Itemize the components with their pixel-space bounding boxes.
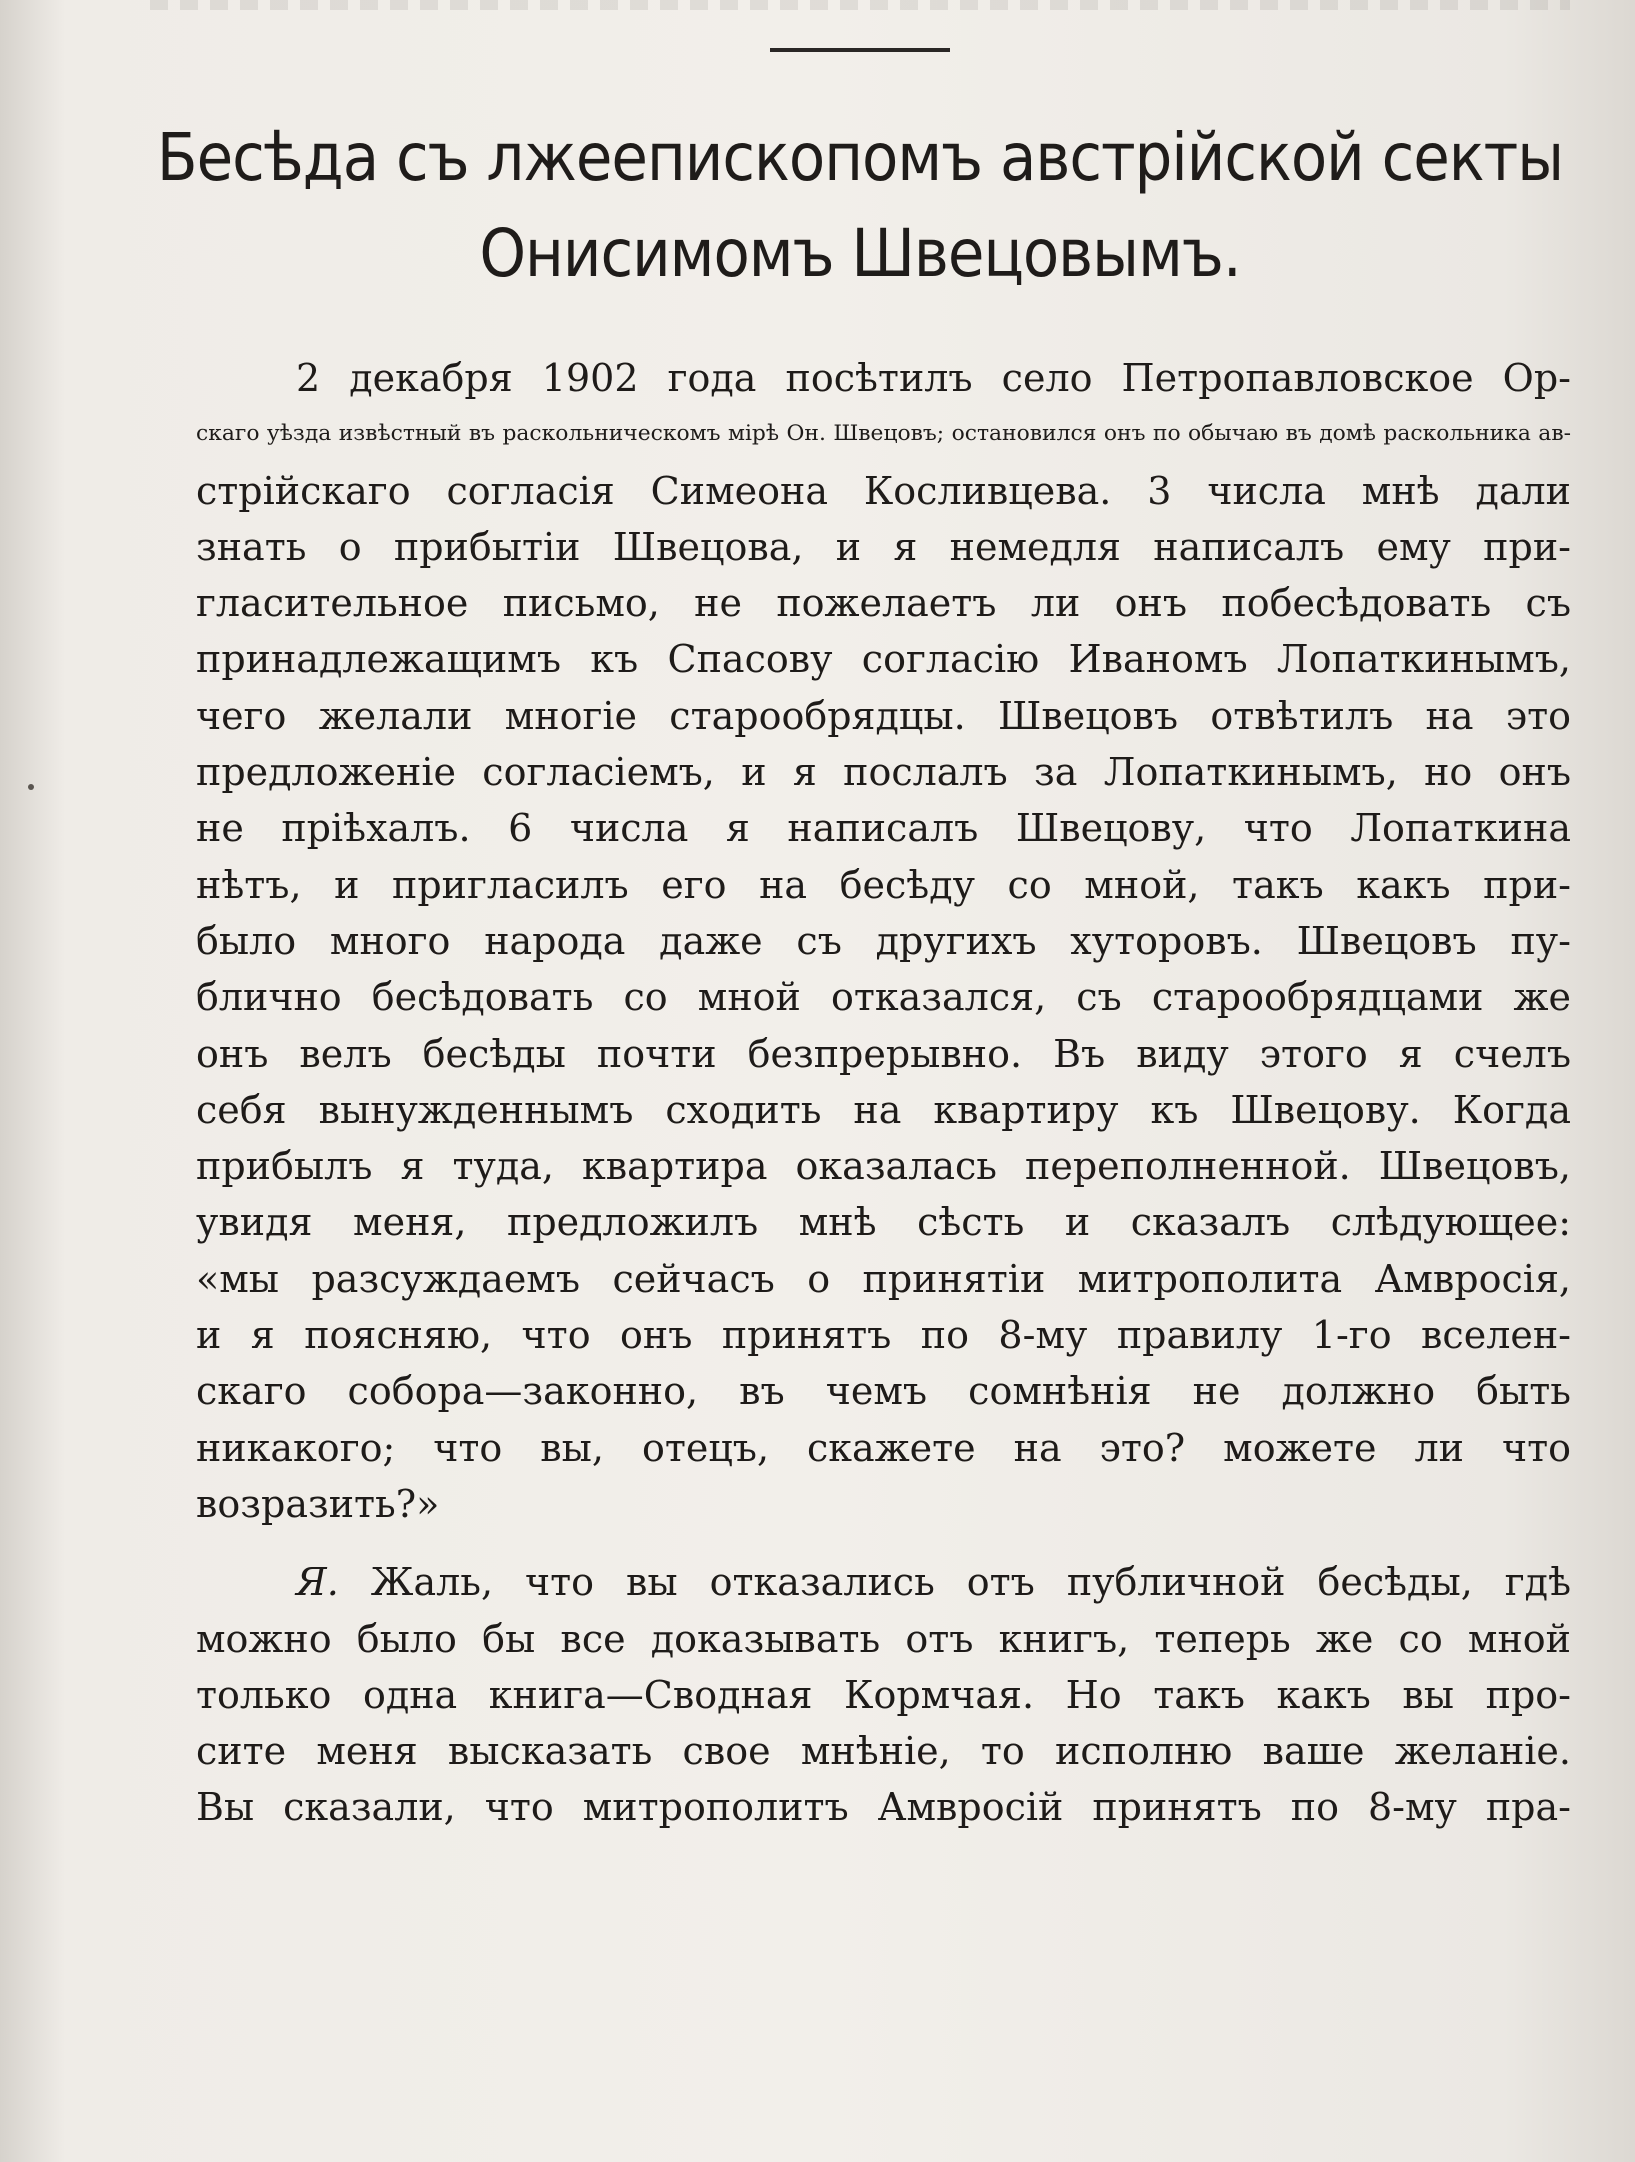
text-line: возразить?» [196, 1481, 440, 1526]
text-line: нѣтъ, и пригласилъ его на бесѣду со мной, такъ какъ при- [196, 862, 1571, 907]
paragraph-2 [196, 1554, 1571, 1835]
text-line: не пріѣхалъ. 6 числа я написалъ Швецову, что Лопаткина [196, 806, 1571, 851]
text-line: сите меня высказать свое мнѣніе, то исполню ваше желаніе. [196, 1729, 1571, 1774]
article-body [196, 350, 1571, 1836]
text-line: скаго собора—законно, въ чемъ сомнѣнія не должно быть [196, 1369, 1571, 1414]
text-line: прибылъ я туда, квартира оказалась переполненной. Швецовъ, [196, 1144, 1571, 1189]
text-line: стрійскаго согласія Симеона Косливцева. 3 числа мнѣ дали [196, 468, 1571, 513]
text-line: онъ велъ бесѣды почти безпрерывно. Въ виду этого я счелъ [196, 1031, 1571, 1076]
text-line: знать о прибытіи Швецова, и я немедля написалъ ему при- [196, 524, 1571, 569]
text-line: было много народа даже съ другихъ хуторовъ. Швецовъ пу- [196, 918, 1571, 963]
text-line: Вы сказали, что митрополитъ Амвросій принятъ по 8-му пра- [196, 1785, 1571, 1830]
margin-speck [28, 784, 34, 790]
text-line: предложеніе согласіемъ, и я послалъ за Лопаткинымъ, но онъ [196, 750, 1571, 795]
title-line-2: Онисимомъ Швецовымъ. [479, 215, 1241, 292]
text-line-content: Жаль, что вы отказались отъ публичной бесѣды, гдѣ [338, 1560, 1571, 1605]
section-divider-rule [770, 48, 950, 52]
text-line: только одна книга—Сводная Кормчая. Но такъ какъ вы про- [196, 1672, 1571, 1717]
text-line: и я поясняю, что онъ принятъ по 8-му правилу 1-го вселен- [196, 1313, 1571, 1358]
text-line: «мы разсуждаемъ сейчасъ о принятіи митрополита Амвросія, [196, 1256, 1571, 1301]
text-line: чего желали многіе старообрядцы. Швецовъ отвѣтилъ на это [196, 693, 1571, 738]
article-title [150, 110, 1570, 302]
speaker-label: Я. [296, 1560, 339, 1605]
paragraph-1 [196, 350, 1571, 1532]
text-line: гласительное письмо, не пожелаетъ ли онъ побесѣдовать съ [196, 581, 1571, 626]
text-line: никакого; что вы, отецъ, скажете на это? можете ли что [196, 1425, 1571, 1470]
text-line: скаго уѣзда извѣстный въ раскольническомъ мірѣ Он. Швецовъ; остановился онъ по обычаю въ домѣ раскольника ав- [196, 421, 1571, 447]
text-line: себя вынужденнымъ сходить на квартиру къ Швецову. Когда [196, 1087, 1571, 1132]
bleed-through-text [150, 0, 1570, 10]
text-line: увидя меня, предложилъ мнѣ сѣсть и сказалъ слѣдующее: [196, 1200, 1571, 1245]
text-line: принадлежащимъ къ Спасову согласію Иваномъ Лопаткинымъ, [196, 637, 1571, 682]
text-line: 2 декабря 1902 года посѣтилъ село Петропавловское Ор- [296, 356, 1571, 400]
text-line: можно было бы все доказывать отъ книгъ, теперь же со мной [196, 1616, 1571, 1661]
title-line-1: Бесѣда съ лжеепископомъ австрійской секты [156, 119, 1564, 196]
text-line: блично бесѣдовать со мной отказался, съ старообрядцами же [196, 975, 1571, 1020]
text-line [196, 1554, 1571, 1610]
